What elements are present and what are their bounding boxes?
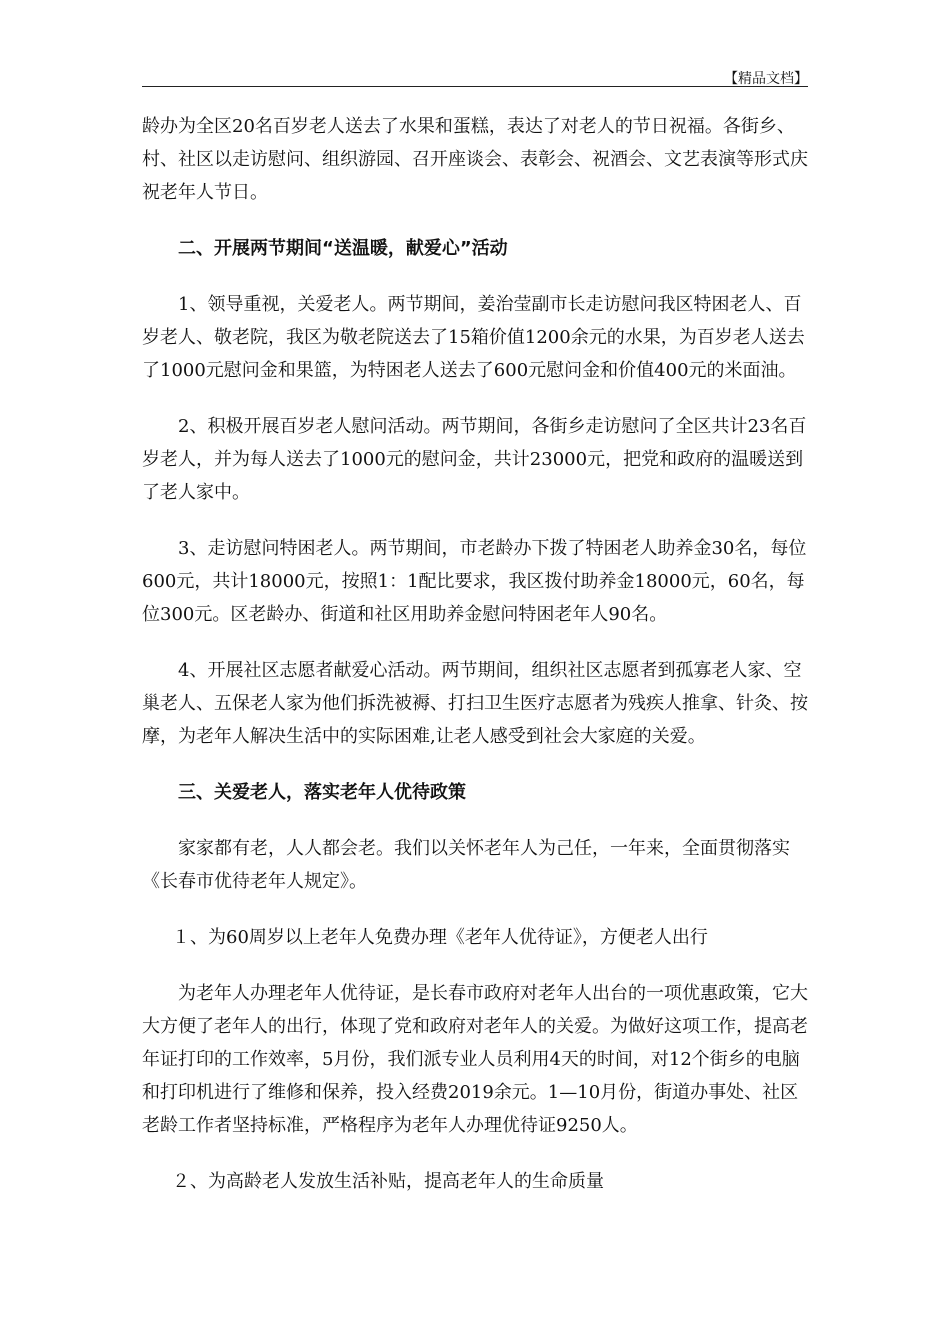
paragraph-item-1: 1、领导重视，关爱老人。两节期间，姜治莹副市长走访慰问我区特困老人、百岁老人、敬老院，我区为敬老院送去了15箱价值1200余元的水果，为百岁老人送去了1000元慰问金和果篮，为特困老人送去了600元慰问金和价值400元的米面油。 [142,294,805,381]
document-body [142,110,808,1198]
header-divider [142,86,808,87]
section-heading-2: 二、开展两节期间“送温暖，献爱心”活动 [178,238,508,259]
paragraph-item-4: 4、开展社区志愿者献爱心活动。两节期间，组织社区志愿者到孤寡老人家、空巢老人、五保老人家为他们拆洗被褥、打扫卫生医疗志愿者为残疾人推拿、针灸、按摩，为老年人解决生活中的实际困难,让老人感受到社会大家庭的关爱。 [142,660,808,747]
paragraph-intro: 龄办为全区20名百岁老人送去了水果和蛋糕，表达了对老人的节日祝福。各街乡、村、社区以走访慰问、组织游园、召开座谈会、表彰会、祝酒会、文艺表演等形式庆祝老年人节日。 [142,116,808,203]
paragraph-item-2: 2、积极开展百岁老人慰问活动。两节期间，各街乡走访慰问了全区共计23名百岁老人，并为每人送去了1000元的慰问金，共计23000元，把党和政府的温暖送到了老人家中。 [142,416,807,503]
paragraph-item-3: 3、走访慰问特困老人。两节期间，市老龄办下拨了特困老人助养金30名，每位600元，共计18000元，按照1：1配比要求，我区拨付助养金18000元，60名，每位300元。区老龄办、街道和社区用助养金慰问特困老年人90名。 [142,538,807,625]
subheading-1: １、为60周岁以上老年人免费办理《老年人优待证》，方便老人出行 [172,927,708,948]
paragraph-certificate: 为老年人办理老年人优待证，是长春市政府对老年人出台的一项优惠政策，它大大方便了老年人的出行，体现了党和政府对老年人的关爱。为做好这项工作，提高老年证打印的工作效率，5月份，我们派专业人员利用4天的时间，对12个街乡的电脑和打印机进行了维修和保养，投入经费2019余元。1—10月份，街道办事处、社区老龄工作者坚持标准，严格程序为老年人办理优待证9250人。 [142,983,808,1136]
section-heading-3: 三、关爱老人，落实老年人优待政策 [178,782,466,803]
document-header-tag: 【精品文档】 [724,71,808,87]
paragraph-policy-intro: 家家都有老，人人都会老。我们以关怀老年人为己任，一年来，全面贯彻落实《长春市优待老年人规定》。 [142,838,790,892]
subheading-2: ２、为高龄老人发放生活补贴，提高老年人的生命质量 [172,1171,604,1192]
